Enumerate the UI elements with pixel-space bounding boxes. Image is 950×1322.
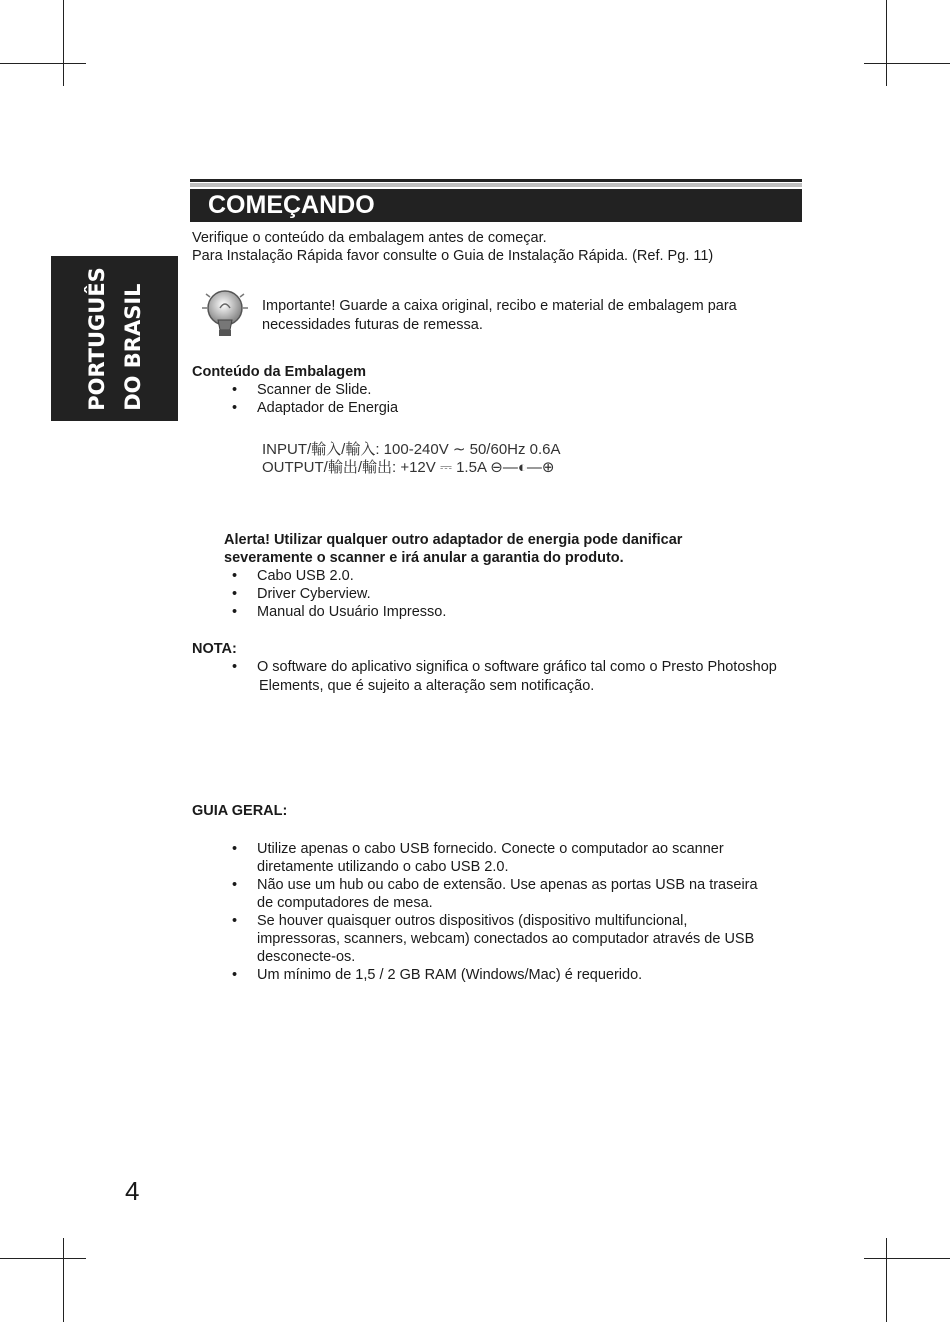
power-spec — [262, 441, 561, 477]
bullet: • — [232, 841, 238, 857]
spec-output: OUTPUT/輸出/輸出: +12V ⎓ 1.5A ⊖—◐—⊕ — [262, 459, 555, 476]
bullet: • — [232, 913, 238, 929]
list-item-text: Um mínimo de 1,5 / 2 GB RAM (Windows/Mac) é requerido. — [257, 967, 643, 983]
page-number: 4 — [125, 1176, 140, 1206]
header-rule-gray — [190, 183, 802, 187]
list-item-text: impressoras, scanners, webcam) conectados ao computador através de USB — [257, 931, 755, 947]
list-item-text: diretamente utilizando o cabo USB 2.0. — [257, 859, 509, 875]
intro-line-1: Verifique o conteúdo da embalagem antes de começar. — [192, 230, 547, 246]
bullet: • — [232, 400, 238, 416]
alert-line-2: severamente o scanner e irá anular a garantia do produto. — [224, 550, 624, 566]
note-heading: NOTA: — [192, 641, 237, 657]
important-line-2: necessidades futuras de remessa. — [262, 317, 483, 333]
alert-line-1: Alerta! Utilizar qualquer outro adaptador de energia pode danificar — [224, 532, 683, 548]
list-item-text: de computadores de mesa. — [257, 895, 433, 911]
note-line-1: O software do aplicativo significa o software gráfico tal como o Presto Photoshop — [257, 659, 777, 675]
bullet: • — [232, 586, 238, 602]
bullet: • — [232, 604, 238, 620]
language-tab-label — [79, 267, 151, 411]
list-item-text: Se houver quaisquer outros dispositivos (dispositivo multifuncional, — [257, 913, 688, 929]
list-item-text: Manual do Usuário Impresso. — [257, 604, 447, 620]
list-item-text: Scanner de Slide. — [257, 382, 372, 398]
lightbulb-icon — [200, 286, 250, 342]
bullet: • — [232, 967, 238, 983]
bullet: • — [232, 877, 238, 893]
bullet: • — [232, 568, 238, 584]
important-line-1: Importante! Guarde a caixa original, recibo e material de embalagem para — [262, 298, 737, 314]
list-item-text: Adaptador de Energia — [257, 400, 399, 416]
list-item-text: desconecte-os. — [257, 949, 356, 965]
language-tab — [51, 256, 178, 421]
header-rule — [190, 179, 802, 182]
guide-heading: GUIA GERAL: — [192, 803, 288, 819]
bullet: • — [232, 382, 238, 398]
list-item-text: Driver Cyberview. — [257, 586, 371, 602]
language-tab-line2: DO BRASIL — [120, 282, 145, 411]
bullet: • — [232, 659, 238, 675]
section-title: COMEÇANDO — [190, 189, 802, 222]
intro-line-2: Para Instalação Rápida favor consulte o Guia de Instalação Rápida. (Ref. Pg. 11) — [192, 248, 714, 264]
contents-heading: Conteúdo da Embalagem — [192, 364, 367, 380]
note-line-2: Elements, que é sujeito a alteração sem notificação. — [259, 678, 595, 694]
spec-input: INPUT/輸入/輸入: 100-240V ∼ 50/60Hz 0.6A — [262, 441, 561, 458]
list-item-text: Não use um hub ou cabo de extensão. Use apenas as portas USB na traseira — [257, 877, 758, 893]
list-item-text: Cabo USB 2.0. — [257, 568, 354, 584]
list-item-text: Utilize apenas o cabo USB fornecido. Conecte o computador ao scanner — [257, 841, 724, 857]
language-tab-line1: PORTUGUÊS — [84, 266, 109, 411]
